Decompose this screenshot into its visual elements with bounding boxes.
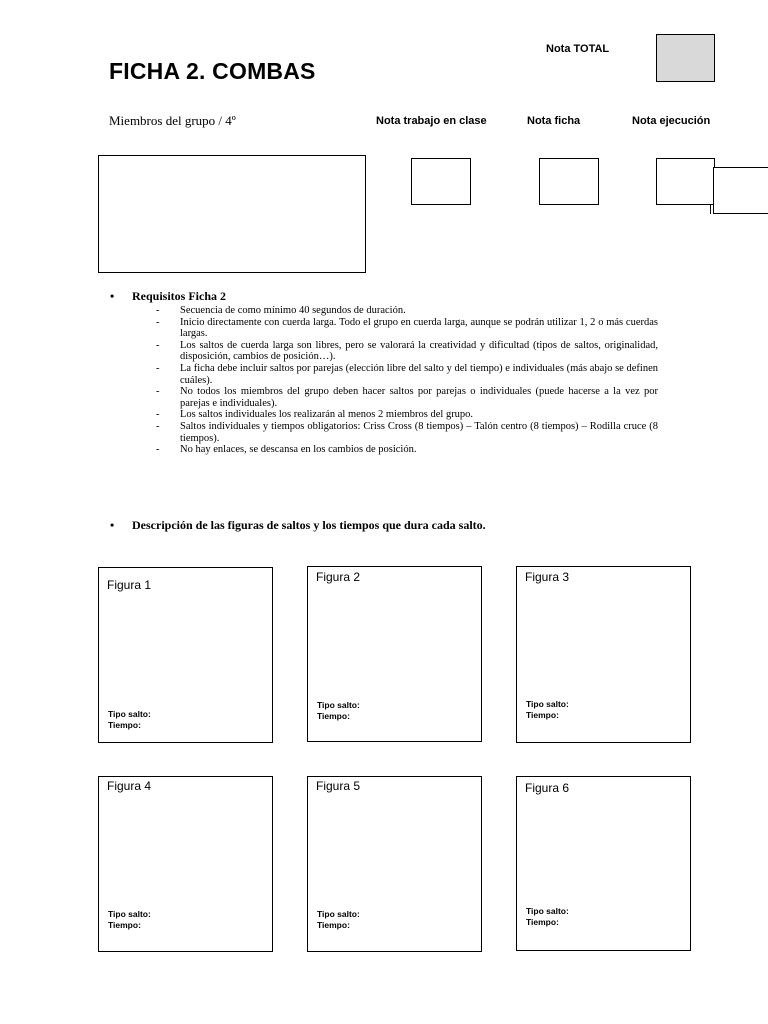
figura-1-box[interactable] bbox=[98, 567, 273, 743]
figura-meta bbox=[526, 699, 569, 721]
tiempo-label: Tiempo: bbox=[108, 920, 141, 930]
dash-icon: - bbox=[156, 409, 160, 421]
figura-2-box[interactable] bbox=[307, 566, 482, 742]
list-item-text: No hay enlaces, se descansa en los cambios de posición. bbox=[180, 444, 417, 456]
figura-5-box[interactable] bbox=[307, 776, 482, 952]
bullet-icon: • bbox=[110, 518, 115, 532]
nota-total-field[interactable] bbox=[656, 34, 715, 82]
miembros-field[interactable] bbox=[98, 155, 366, 273]
figura-4-box[interactable] bbox=[98, 776, 273, 952]
bullet-icon: • bbox=[110, 289, 115, 303]
extra-box-connector bbox=[710, 205, 715, 214]
dash-icon: - bbox=[156, 386, 160, 398]
list-item bbox=[154, 340, 658, 363]
list-item bbox=[154, 305, 658, 317]
miembros-label: Miembros del grupo / 4º bbox=[109, 113, 236, 128]
figura-title: Figura 5 bbox=[316, 779, 361, 793]
tiempo-label: Tiempo: bbox=[317, 711, 350, 721]
figura-meta bbox=[108, 909, 151, 931]
dash-icon: - bbox=[156, 420, 160, 432]
dash-icon: - bbox=[156, 316, 160, 328]
requisitos-heading bbox=[110, 289, 226, 304]
dash-icon: - bbox=[156, 305, 160, 316]
figura-title: Figura 6 bbox=[525, 781, 570, 795]
tipo-salto-label: Tipo salto: bbox=[526, 906, 569, 916]
descripcion-heading bbox=[110, 518, 486, 533]
list-item-text: Saltos individuales y tiempos obligatorios: Criss Cross (8 tiempos) – Talón centro (8 tiempos) – Rodilla cruce (8 tiempos). bbox=[180, 420, 658, 444]
descripcion-heading-text: Descripción de las figuras de saltos y los tiempos que dura cada salto. bbox=[132, 518, 486, 532]
list-item bbox=[154, 363, 658, 386]
dash-icon: - bbox=[156, 444, 160, 456]
list-item-text: Inicio directamente con cuerda larga. Todo el grupo en cuerda larga, aunque se podrán utilizar 1, 2 o más cuerdas largas. bbox=[180, 316, 658, 340]
tiempo-label: Tiempo: bbox=[526, 710, 559, 720]
requisitos-heading-text: Requisitos Ficha 2 bbox=[132, 289, 227, 303]
dash-icon: - bbox=[156, 362, 160, 374]
dash-icon: - bbox=[156, 339, 160, 351]
list-item-text: No todos los miembros del grupo deben hacer saltos por parejas o individuales (puede hacerse a la vez por parejas e individuales). bbox=[180, 386, 658, 409]
figura-meta bbox=[317, 909, 360, 931]
figura-meta bbox=[526, 906, 569, 928]
figura-title: Figura 3 bbox=[525, 570, 570, 584]
nota-ejecucion-field[interactable] bbox=[656, 158, 715, 205]
list-item bbox=[154, 444, 658, 456]
list-item-text: Los saltos de cuerda larga son libres, pero se valorará la creatividad y dificultad (tipos de saltos, originalidad, disposición, cambios de posición…). bbox=[180, 339, 658, 363]
page-title: FICHA 2. COMBAS bbox=[109, 58, 316, 84]
nota-trabajo-field[interactable] bbox=[411, 158, 471, 205]
tipo-salto-label: Tipo salto: bbox=[317, 909, 360, 919]
list-item bbox=[154, 317, 658, 340]
requisitos-list bbox=[154, 305, 658, 456]
tiempo-label: Tiempo: bbox=[108, 720, 141, 730]
tipo-salto-label: Tipo salto: bbox=[108, 909, 151, 919]
figura-title: Figura 2 bbox=[316, 570, 361, 584]
tipo-salto-label: Tipo salto: bbox=[526, 699, 569, 709]
figura-title: Figura 4 bbox=[107, 779, 152, 793]
figura-6-box[interactable] bbox=[516, 776, 691, 951]
list-item-text: Los saltos individuales los realizarán al menos 2 miembros del grupo. bbox=[180, 409, 474, 421]
nota-ficha-label: Nota ficha bbox=[527, 115, 581, 127]
nota-total-label: Nota TOTAL bbox=[546, 43, 610, 55]
tipo-salto-label: Tipo salto: bbox=[108, 709, 151, 719]
figura-meta bbox=[108, 709, 151, 731]
figura-meta bbox=[317, 700, 360, 722]
figura-3-box[interactable] bbox=[516, 566, 691, 743]
nota-ficha-field[interactable] bbox=[539, 158, 599, 205]
figura-title: Figura 1 bbox=[107, 578, 152, 592]
list-item-text: La ficha debe incluir saltos por parejas (elección libre del salto y del tiempo) e individuales (más abajo se definen cuáles). bbox=[180, 362, 658, 386]
list-item-text: Secuencia de como mínimo 40 segundos de duración. bbox=[180, 305, 406, 316]
tiempo-label: Tiempo: bbox=[317, 920, 350, 930]
tiempo-label: Tiempo: bbox=[526, 917, 559, 927]
list-item bbox=[154, 421, 658, 444]
tipo-salto-label: Tipo salto: bbox=[317, 700, 360, 710]
extra-grade-field[interactable] bbox=[713, 167, 768, 214]
list-item bbox=[154, 386, 658, 409]
list-item bbox=[154, 409, 658, 421]
nota-trabajo-label: Nota trabajo en clase bbox=[376, 115, 487, 127]
nota-ejecucion-label: Nota ejecución bbox=[632, 115, 711, 127]
